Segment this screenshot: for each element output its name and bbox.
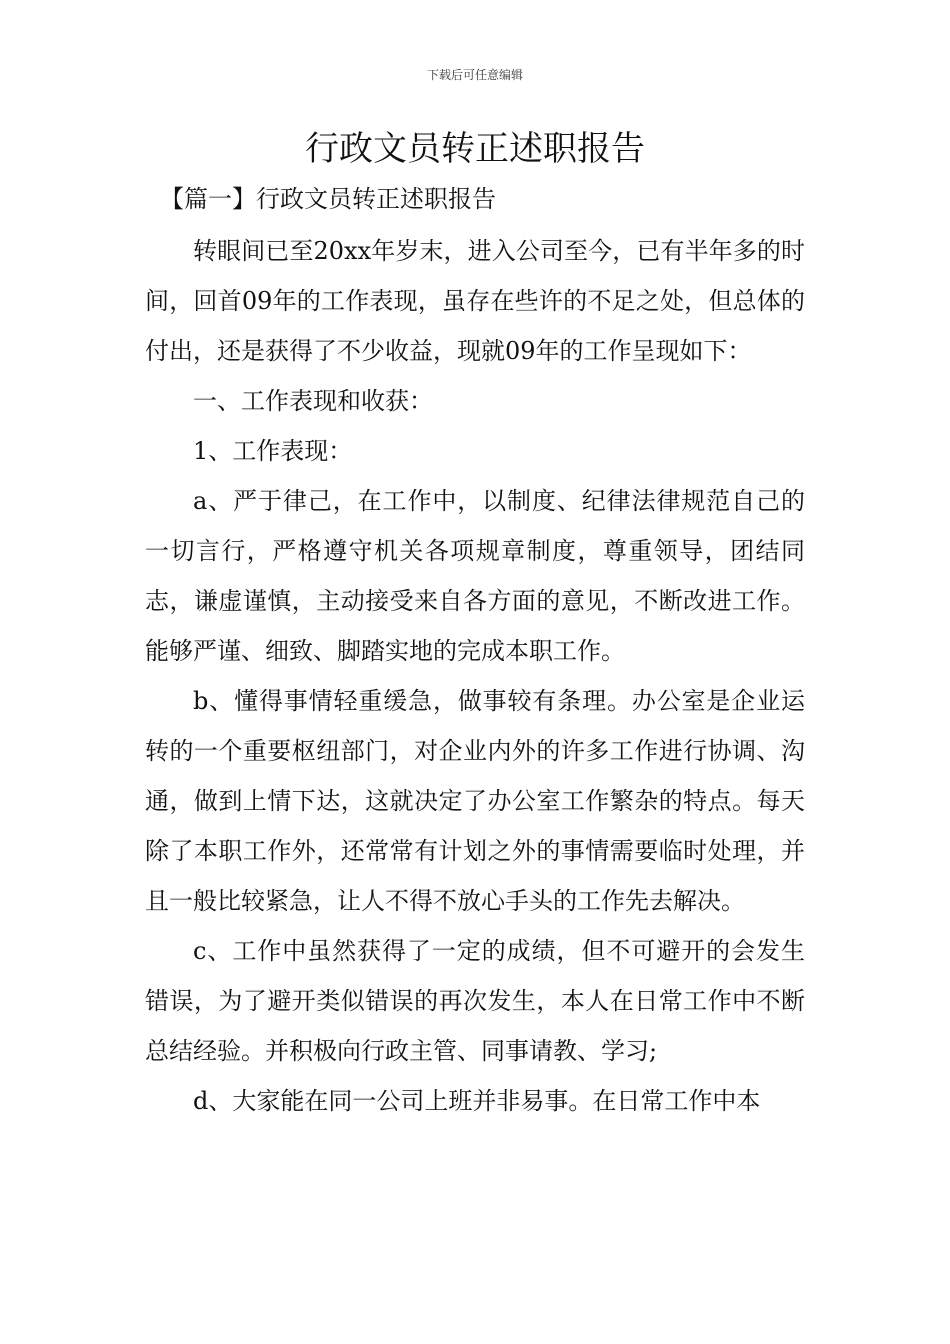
document-body [145, 226, 805, 1126]
paragraph-d: d、大家能在同一公司上班并非易事。在日常工作中本 [193, 1087, 761, 1115]
paragraph-heading-1-1: 1、工作表现： [193, 437, 353, 465]
paragraph-intro: 转眼间已至20xx年岁末，进入公司至今，已有半年多的时间，回首09年的工作表现，虽存在些许的不足之处，但总体的付出，还是获得了不少收益，现就09年的工作呈现如下： [145, 237, 805, 365]
section-heading: 【篇一】行政文员转正述职报告 [160, 185, 496, 213]
paragraph-heading-1: 一、工作表现和收获： [193, 387, 433, 415]
document-title: 行政文员转正述职报告 [305, 129, 645, 169]
paragraph-c: c、工作中虽然获得了一定的成绩，但不可避开的会发生错误，为了避开类似错误的再次发生，本人在日常工作中不断总结经验。并积极向行政主管、同事请教、学习; [145, 937, 805, 1065]
paragraph-a: a、严于律己，在工作中，以制度、纪律法律规范自己的一切言行，严格遵守机关各项规章制度，尊重领导，团结同志，谦虚谨慎，主动接受来自各方面的意见，不断改进工作。能够严谨、细致、脚踏实地的完成本职工作。 [145, 487, 805, 665]
header-note: 下载后可任意编辑 [426, 68, 523, 82]
paragraph-b: b、懂得事情轻重缓急，做事较有条理。办公室是企业运转的一个重要枢纽部门，对企业内外的许多工作进行协调、沟通，做到上情下达，这就决定了办公室工作繁杂的特点。每天除了本职工作外，还常常有计划之外的事情需要临时处理，并且一般比较紧急，让人不得不放心手头的工作先去解决。 [145, 687, 805, 915]
